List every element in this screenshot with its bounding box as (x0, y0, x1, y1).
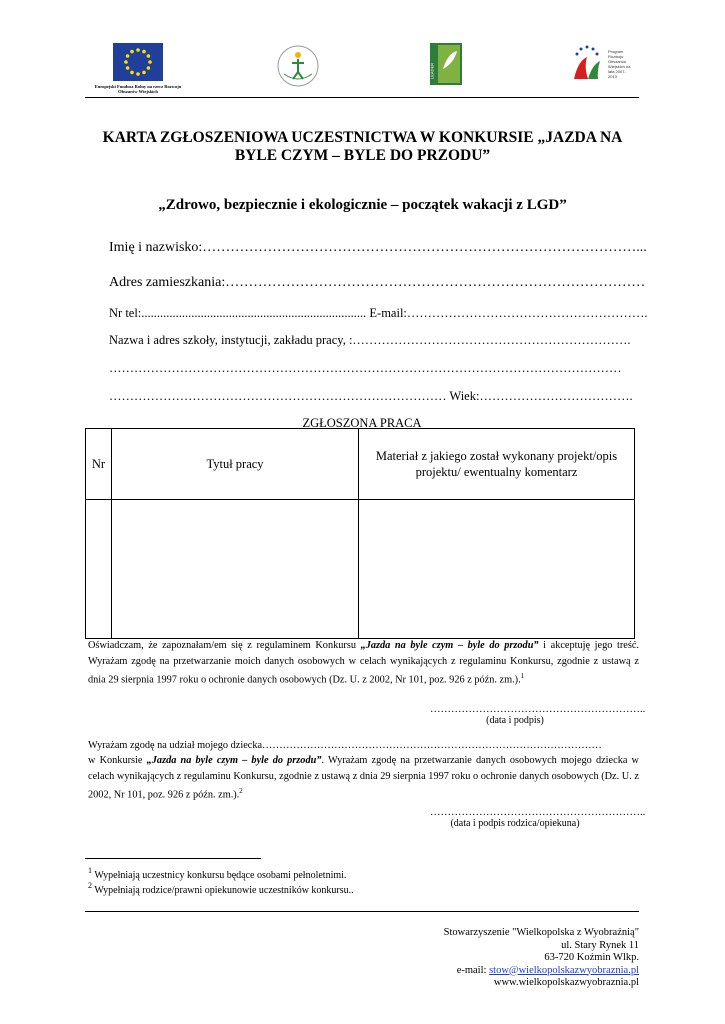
statement-parent-line1: Wyrażam zgodę na udział mojego dziecka……………………………………………………………………………………… (88, 740, 602, 751)
footnote-1-text: Wypełniają uczestnicy konkursu będące osobami pełnoletnimi. (92, 870, 347, 881)
footer-city: 63-720 Koźmin Wlkp. (544, 952, 639, 963)
address-field[interactable]: Adres zamieszkania:……………………………………………………………………………… (109, 275, 646, 290)
cell-material[interactable] (359, 500, 635, 639)
statement-adult (88, 638, 639, 688)
footnote-2-number: 2 (88, 881, 92, 890)
prow-logo (568, 43, 634, 83)
footer-email-label: e-mail: (456, 964, 490, 976)
statement-parent-text-b: . Wyrażam zgodę na przetwarzanie danych osobowych mojego dziecka w celach wynikających z regulaminu Konkursu, zgodnie z ustawą z dnia 29 sierpnia 1997 roku o ochronie danych osobowych (Dz. U. z 2002, Nr 101, poz. 926 z późn. zm.). (88, 755, 639, 801)
statement-parent (88, 753, 639, 803)
work-table (85, 428, 635, 639)
school-field[interactable]: Nazwa i adres szkoły, instytucji, zakładu pracy, :…………………………………………………………. (109, 333, 631, 347)
footnote-ref-2: 2 (239, 787, 243, 795)
statement-parent-text-a: w Konkursie (88, 755, 147, 766)
signature-line-adult[interactable]: …………………………………………………….. (430, 704, 646, 715)
school-continuation-field[interactable]: …………………………………………………………………………………………………………… (109, 361, 622, 375)
statement-adult-text-a: Oświadczam, że zapoznałam/em się z regulaminem Konkursu (88, 640, 361, 651)
footnote-1-number: 1 (88, 866, 92, 875)
cell-title[interactable] (112, 500, 359, 639)
footer-email-link[interactable]: stow@wielkopolskazwyobraznia.pl (489, 964, 639, 976)
name-field[interactable]: Imię i nazwisko:…………………………………………………………………………………... (109, 240, 647, 255)
footer-address (400, 927, 639, 990)
phone-email-field[interactable]: Nr tel:........................................................................ E-mail:…………………………………………………. (109, 306, 648, 320)
lgd-circle-logo (276, 44, 320, 88)
eu-flag-logo (113, 43, 163, 81)
footer-email-line (400, 965, 639, 978)
footer-www[interactable]: www.wielkopolskazwyobraznia.pl (493, 977, 639, 988)
cell-nr[interactable] (86, 500, 112, 639)
header-nr: Nr (86, 429, 112, 500)
footnote-1 (88, 866, 346, 881)
section-title: ZGŁOSZONA PRACA (302, 416, 422, 430)
footer-divider (85, 911, 639, 912)
header-divider (85, 97, 639, 98)
table-row (86, 500, 635, 639)
contest-name: „Jazda na byle czym – byle do przodu” (146, 755, 322, 766)
leader-text: LEADER (430, 62, 435, 79)
footnote-2-text: Wypełniają rodzice/prawni opiekunowie uczestników konkursu.. (92, 885, 354, 896)
prow-emblem-icon (568, 43, 606, 83)
leader-logo (430, 43, 462, 85)
table-header-row (86, 429, 635, 500)
footer-street: ul. Stary Rynek 11 (561, 939, 639, 951)
prow-text: Program Rozwoju Obszarów Wiejskich na lata 2007-2013 (608, 49, 631, 79)
contest-name: „Jazda na byle czym – byle do przodu” (360, 640, 539, 651)
footnote-2 (88, 881, 354, 896)
footnote-divider (85, 858, 261, 859)
age-field[interactable]: ……………………………………………………………………… Wiek:………………………………. (109, 389, 633, 403)
eu-caption: Europejski Fundusz Rolny na rzecz Rozwoju Obszarów Wiejskich (94, 84, 182, 94)
signature-line-parent[interactable]: …………………………………………………….. (430, 807, 646, 818)
statement-adult-text-b: i akceptuję jego treść. Wyrażam zgodę na przetwarzanie moich danych osobowych w celach wynikających z regulaminu Konkursu, zgodnie z ustawą z dnia 29 sierpnia 1997 roku o ochronie danych osobowych (Dz. U. z 2002, Nr 101, poz. 926 z późn. zm.). (88, 640, 639, 686)
footnote-ref-1: 1 (520, 672, 525, 680)
signature-caption-parent: (data i podpis rodzica/opiekuna) (450, 818, 580, 829)
signature-caption-adult: (data i podpis) (486, 715, 544, 726)
header-title: Tytuł pracy (112, 429, 359, 500)
header-material: Materiał z jakiego został wykonany projekt/opis projektu/ ewentualny komentarz (359, 429, 635, 500)
document-title: KARTA ZGŁOSZENIOWA UCZESTNICTWA W KONKURSIE „JAZDA NA BYLE CZYM – BYLE DO PRZODU” (102, 129, 623, 164)
document-subtitle: „Zdrowo, bezpiecznie i ekologicznie – początek wakacji z LGD” (158, 197, 567, 213)
footer-org: Stowarzyszenie "Wielkopolska z Wyobraźnią" (443, 927, 639, 938)
